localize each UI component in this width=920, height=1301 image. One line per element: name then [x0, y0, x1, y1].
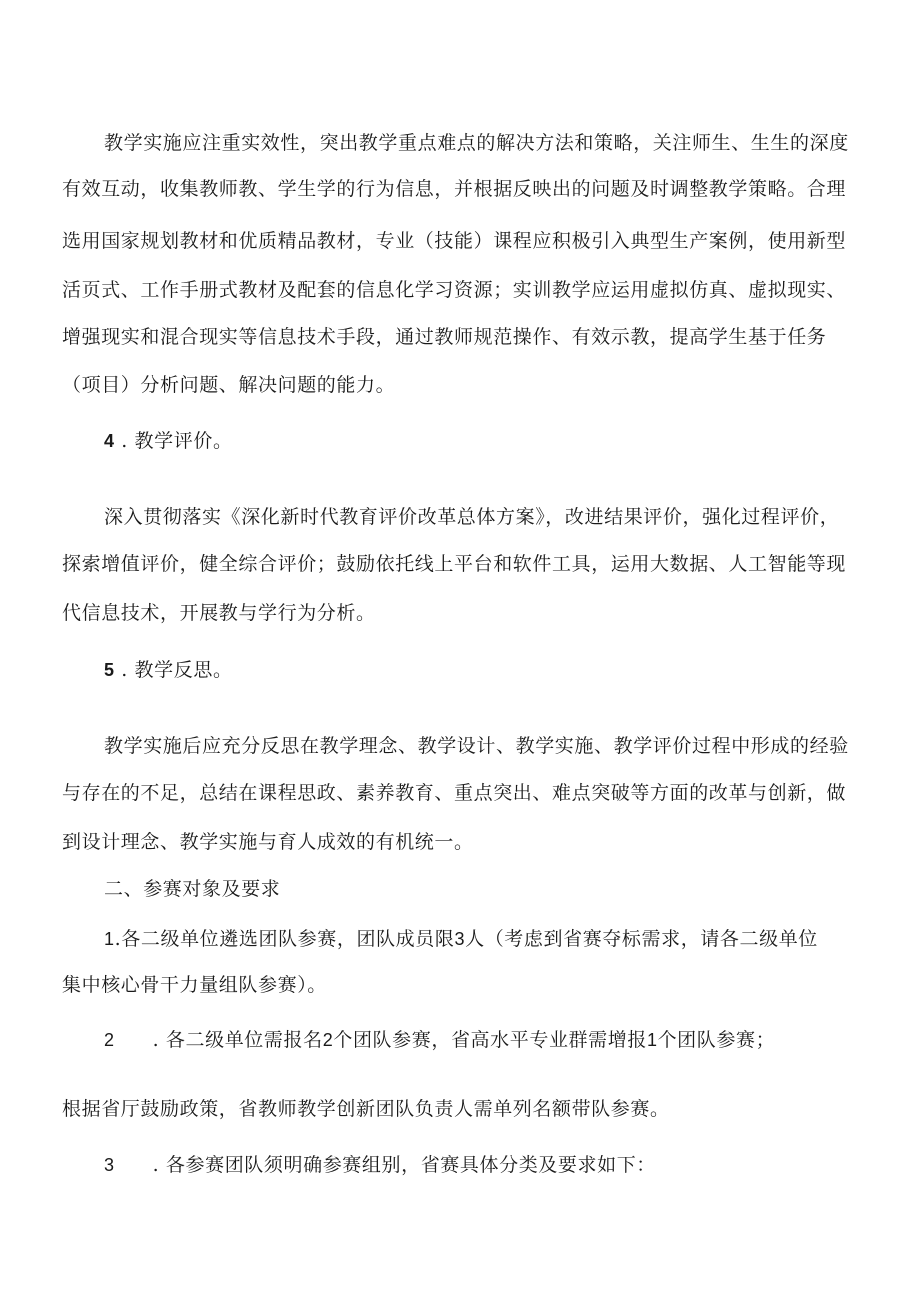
paragraph-line: 集中核心骨干力量组队参赛）。 [62, 974, 327, 996]
paragraph-line: 到设计理念、教学实施与育人成效的有机统一。 [62, 831, 474, 853]
section-title: 二、参赛对象及要求 [104, 878, 281, 900]
item-text: .各二级单位遴选团队参赛，团队成员限 [114, 928, 455, 950]
paragraph-line: 探索增值评价，健全综合评价；鼓励依托线上平台和软件工具，运用大数据、人工智能等现 [62, 553, 847, 575]
paragraph-line: 增强现实和混合现实等信息技术手段，通过教师规范操作、有效示教，提高学生基于任务 [62, 326, 827, 348]
paragraph-line: 选用国家规划教材和优质精品教材，专业（技能）课程应积极引入典型生产案例，使用新型 [62, 230, 847, 252]
item-count: 2 [322, 1030, 334, 1050]
item-number: 3 [104, 1155, 115, 1175]
paragraph-line: 教学实施后应充分反思在教学理念、教学设计、教学实施、教学评价过程中形成的经验 [104, 735, 849, 757]
heading-number: 5 [104, 660, 115, 680]
paragraph-line: 深入贯彻落实《深化新时代教育评价改革总体方案》，改进结果评价，强化过程评价， [104, 506, 840, 528]
paragraph-line: 根据省厅鼓励政策，省教师教学创新团队负责人需单列名额带队参赛。 [62, 1098, 670, 1120]
item-text: 个团队参赛； [657, 1029, 776, 1051]
list-item-1 [104, 926, 818, 952]
item-text: . 各参赛团队须明确参赛组别，省赛具体分类及要求如下： [152, 1154, 656, 1176]
heading-teaching-evaluation [104, 428, 233, 454]
item-count: 3 [454, 929, 466, 949]
heading-text: . 教学评价。 [121, 430, 233, 452]
paragraph-line: 有效互动，收集教师教、学生学的行为信息，并根据反映出的问题及时调整教学策略。合理 [62, 178, 847, 200]
paragraph-line: （项目）分析问题、解决问题的能力。 [62, 374, 396, 396]
item-text: 个团队参赛，省高水平专业群需增报 [333, 1029, 647, 1051]
item-number: 2 [104, 1030, 115, 1050]
heading-teaching-reflection [104, 657, 233, 683]
item-text: . 各二级单位需报名 [152, 1029, 323, 1051]
heading-text: . 教学反思。 [121, 659, 233, 681]
paragraph-line: 代信息技术，开展教与学行为分析。 [62, 602, 376, 624]
list-item-3 [104, 1152, 656, 1178]
heading-number: 4 [104, 431, 115, 451]
paragraph-line: 活页式、工作手册式教材及配套的信息化学习资源；实训教学应运用虚拟仿真、虚拟现实、 [62, 279, 847, 301]
item-count: 1 [646, 1030, 658, 1050]
paragraph-line: 与存在的不足，总结在课程思政、素养教育、重点突出、难点突破等方面的改革与创新，做 [62, 782, 847, 804]
item-number: 1 [104, 929, 115, 949]
item-text: 人（考虑到省赛夺标需求，请各二级单位 [465, 928, 818, 950]
list-item-2 [104, 1027, 775, 1053]
paragraph-line: 教学实施应注重实效性，突出教学重点难点的解决方法和策略，关注师生、生生的深度 [104, 132, 849, 154]
